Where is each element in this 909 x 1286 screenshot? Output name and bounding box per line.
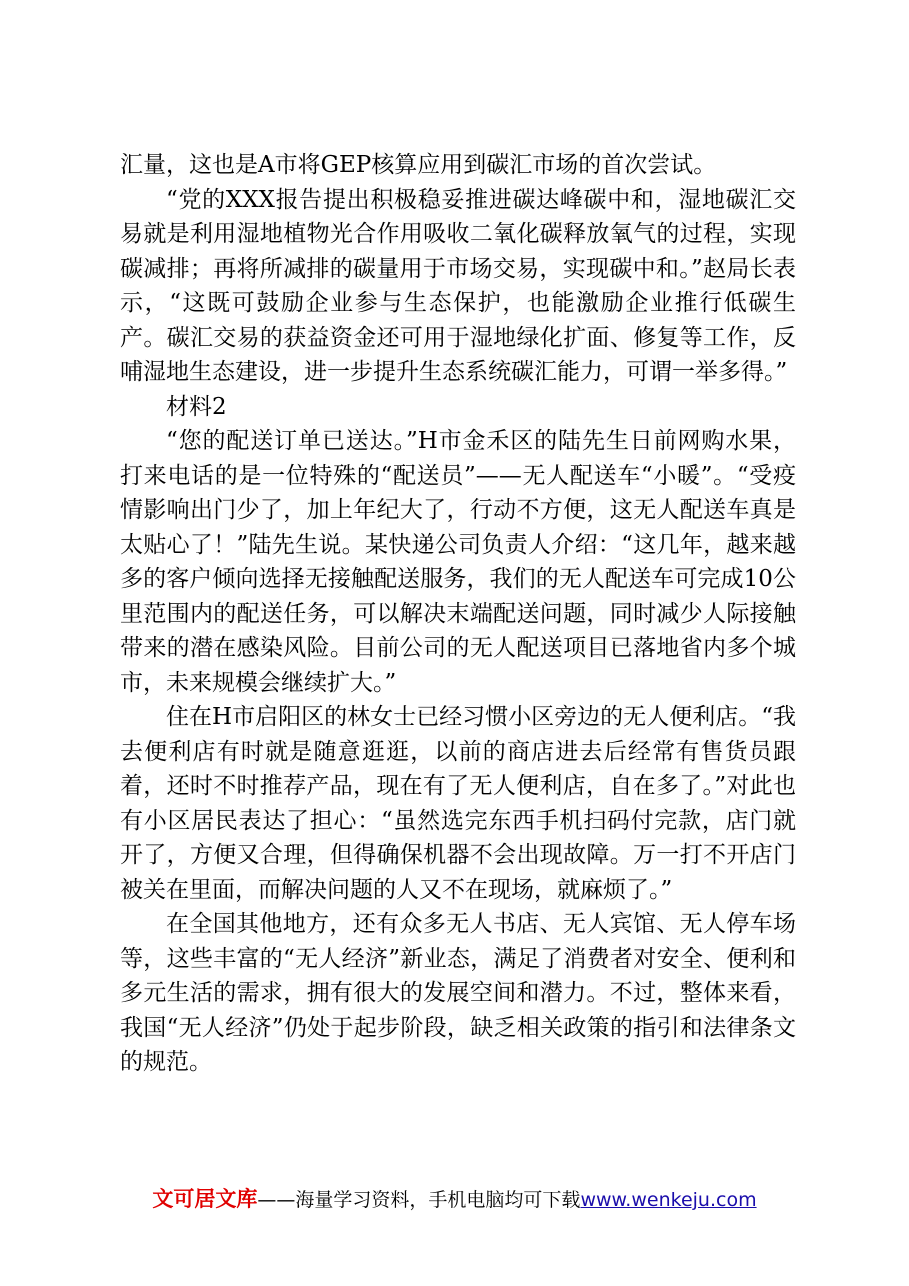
paragraph-3: “您的配送订单已送达。”H市金禾区的陆先生日前网购水果，打来电话的是一位特殊的“配送员”——无人配送车“小暖”。“受疫情影响出门少了，加上年纪大了，行动不方便，这无人配送车真是太贴心了！”陆先生说。某快递公司负责人介绍：“这几年，越来越多的客户倾向选择无接触配送服务，我们的无人配送车可完成10公里范围内的配送任务，可以解决末端配送问题，同时减少人际接触带来的潜在感染风险。目前公司的无人配送项目已落地省内多个城市，未来规模会继续扩大。” [120,428,796,696]
footer-brand: 文可居文库 [152,1187,258,1211]
paragraph-1: 汇量，这也是A市将GEP核算应用到碳汇市场的首次尝试。 [120,152,717,178]
paragraph-2: “党的XXX报告提出积极稳妥推进碳达峰碳中和，湿地碳汇交易就是利用湿地植物光合作用吸收二氧化碳释放氧气的过程，实现碳减排；再将所减排的碳量用于市场交易，实现碳中和。”赵局长表示，“这既可鼓励企业参与生态保护，也能激励企业推行低碳生产。碳汇交易的获益资金还可用于湿地绿化扩面、修复等工作，反哺湿地生态建设，进一步提升生态系统碳汇能力，可谓一举多得。” [120,186,796,385]
footer-tagline: ——海量学习资料，手机电脑均可下载 [257,1189,581,1211]
document-body [120,148,796,1080]
section-heading-material-2: 材料2 [166,393,227,420]
footer-banner [0,1183,909,1213]
footer-link[interactable]: www.wenkeju.com [580,1189,757,1211]
paragraph-5: 在全国其他地方，还有众多无人书店、无人宾馆、无人停车场等，这些丰富的“无人经济”新业态，满足了消费者对安全、便利和多元生活的需求，拥有很大的发展空间和潜力。不过，整体来看，我国“无人经济”仍处于起步阶段，缺乏相关政策的指引和法律条文的规范。 [120,911,796,1075]
paragraph-4: 住在H市启阳区的林女士已经习惯小区旁边的无人便利店。“我去便利店有时就是随意逛逛，以前的商店进去后经常有售货员跟着，还时不时推荐产品，现在有了无人便利店，自在多了。”对此也有小区居民表达了担心：“虽然选完东西手机扫码付完款，店门就开了，方便又合理，但得确保机器不会出现故障。万一打不开店门被关在里面，而解决问题的人又不在现场，就麻烦了。” [120,704,796,903]
